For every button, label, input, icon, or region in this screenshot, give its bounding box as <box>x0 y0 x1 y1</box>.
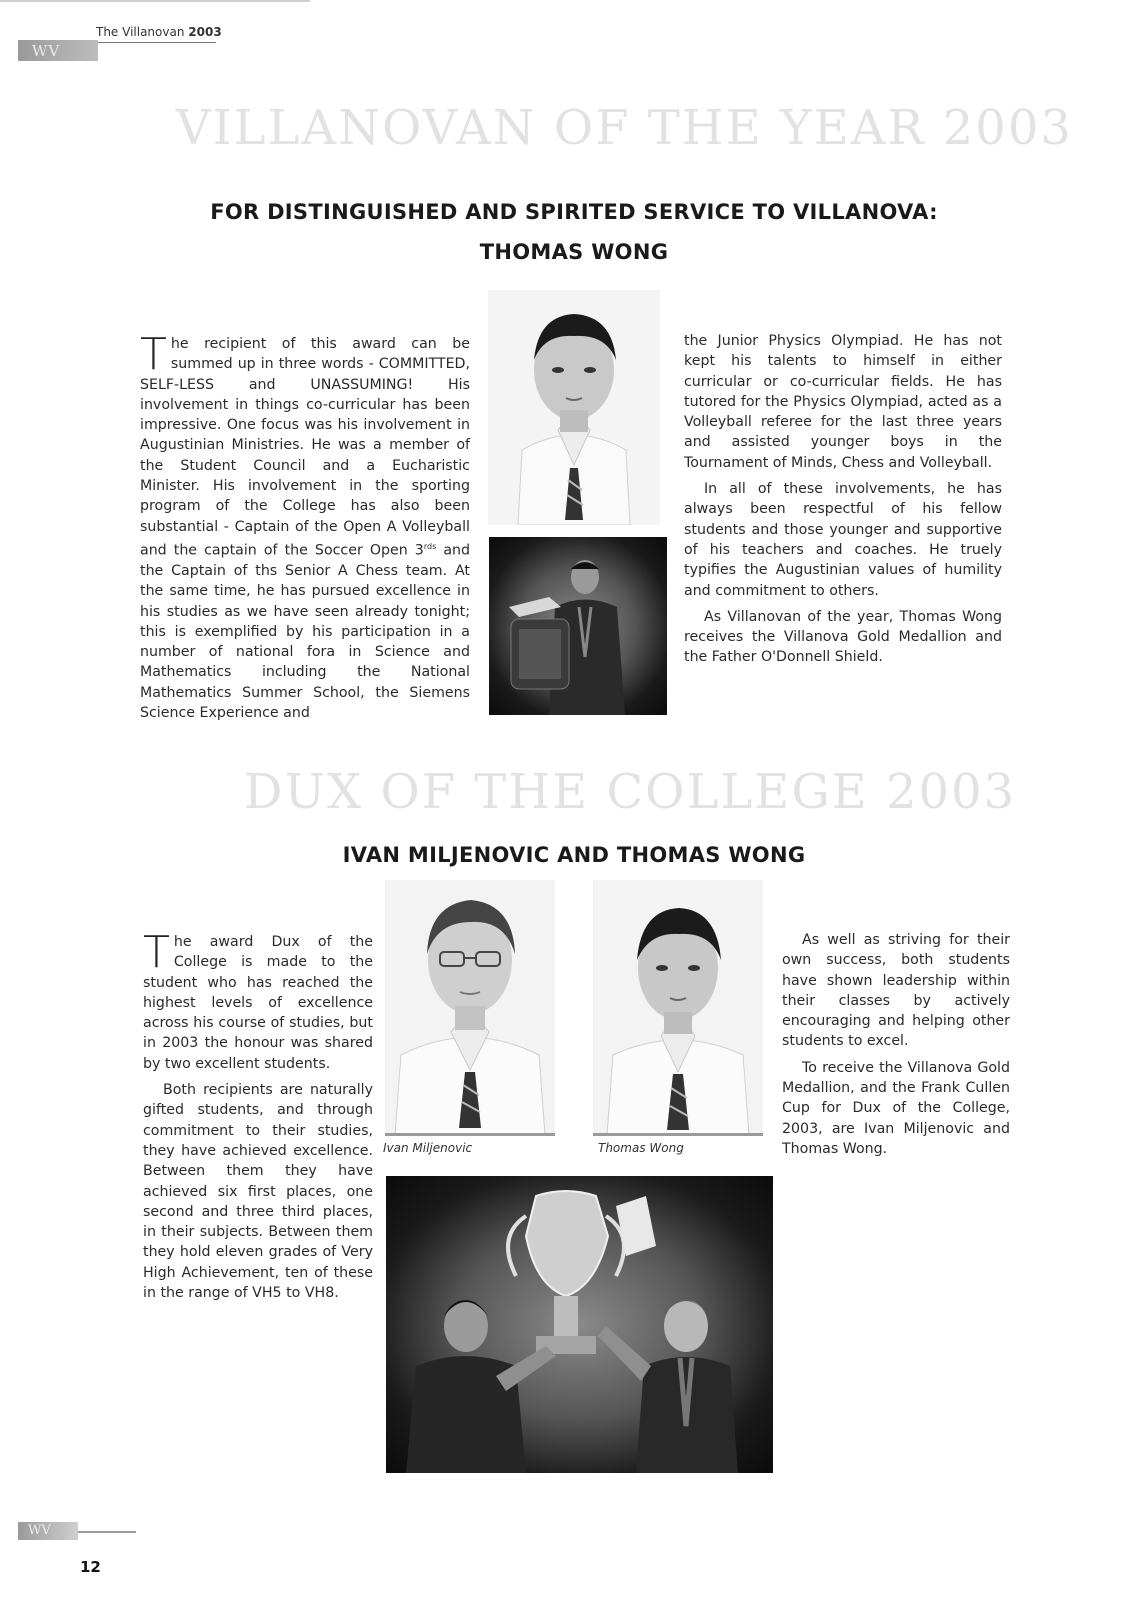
section2-column-left <box>143 927 373 1309</box>
section2-column-right <box>782 930 1010 1165</box>
photo-thomas-wong-portrait <box>488 290 660 525</box>
section1-para1-sup: rds <box>423 541 437 551</box>
caption-thomas: Thomas Wong <box>598 1141 684 1155</box>
section-title-dux-of-the-college: DUX OF THE COLLEGE 2003 <box>244 764 1017 820</box>
shield-photo-illustration <box>489 537 667 715</box>
header-logo-text: WV <box>32 42 61 60</box>
caption-bar-ivan <box>385 1133 555 1136</box>
caption-ivan: Ivan Miljenovic <box>383 1141 473 1155</box>
header-logo <box>18 40 98 61</box>
section2-para4: To receive the Villanova Gold Medallion, and the Frank Cullen Cup for Dux of the College, 2003, are Ivan Miljenovic and Thomas Wong. <box>782 1059 1010 1157</box>
photo-ivan-miljenovic-portrait <box>385 880 555 1135</box>
section1-para3: In all of these involvements, he has always been respectful of his fellow students and those younger and supportive of his teachers and coaches. He truely typifies the Augustinian values of humility and commitment to others. <box>684 481 1002 599</box>
caption-bar-thomas <box>593 1133 763 1136</box>
publication-year: 2003 <box>188 25 222 39</box>
section2-subtitle: IVAN MILJENOVIC AND THOMAS WONG <box>342 843 806 867</box>
portrait-illustration <box>488 290 660 525</box>
footer-logo <box>18 1522 78 1540</box>
section1-dropcap: T <box>140 329 167 380</box>
photo-dux-cup-presentation <box>386 1176 773 1473</box>
cup-photo-illustration <box>386 1176 773 1473</box>
photo-thomas-wong-portrait-2 <box>593 880 763 1135</box>
publication-name: The Villanovan <box>96 25 185 39</box>
section1-para1: he recipient of this award can be summed up in three words - COMMITTED, SELF-LESS and UNASSUMING! His involvement in things co-curricular has been impressive. One focus was his involvement in Augustinian Ministries. He was a member of the Student Council and a Eucharistic Minister. His involvement in the sporting program of the College has also been substantial - Captain of the Open A Volleyball and the captain of the Soccer Open 3 <box>140 336 470 559</box>
section1-column-left <box>140 329 471 729</box>
section1-para2: the Junior Physics Olympiad. He has not kept his talents to himself in either curricular or co-curricular fields. He has tutored for the Physics Olympiad, acted as a Volleyball referee for the last three years and assisted younger boys in the Tournament of Minds, Chess and Volleyball. <box>684 333 1002 471</box>
section2-para3: As well as striving for their own success, both students have shown leadership within their classes by actively encouraging and helping other students to excel. <box>782 932 1010 1050</box>
section2-para2: Both recipients are naturally gifted students, and through commitment to their studies, they have achieved excellence. Between them they have achieved six first places, one second and three third places, in their subjects. Between them they hold eleven grades of Very High Achievement, ten of these in the range of VH5 to VH8. <box>143 1082 373 1302</box>
section1-name: THOMAS WONG <box>479 240 669 264</box>
footer-rule <box>78 1531 136 1533</box>
running-header <box>96 25 222 39</box>
photo-thomas-with-shield <box>489 537 667 715</box>
thomas-portrait-illustration <box>593 880 763 1135</box>
section2-dropcap: T <box>143 927 170 978</box>
footer-logo-text: WV <box>28 1523 51 1538</box>
section2-para1: he award Dux of the College is made to the student who has reached the highest levels of excellence across his course of studies, but in 2003 the honour was shared by two excellent students. <box>143 934 373 1072</box>
section-title-villanovan-of-the-year: VILLANOVAN OF THE YEAR 2003 <box>176 100 1073 156</box>
page-number: 12 <box>80 1558 101 1576</box>
section1-column-right <box>684 331 1002 674</box>
header-underline <box>96 42 216 43</box>
top-rule <box>0 0 310 2</box>
section1-para4: As Villanovan of the year, Thomas Wong receives the Villanova Gold Medallion and the Father O'Donnell Shield. <box>684 608 1002 666</box>
ivan-portrait-illustration <box>385 880 555 1135</box>
section1-subtitle: FOR DISTINGUISHED AND SPIRITED SERVICE TO VILLANOVA: <box>210 200 938 224</box>
section1-para1-cont: and the Captain of ths Senior A Chess team. At the same time, he has pursued excellence in his studies as we have seen already tonight; this is exemplified by his participation in a number of national fora in Science and Mathematics including the National Mathematics Summer School, the Siemens Science Experience and <box>140 542 471 722</box>
